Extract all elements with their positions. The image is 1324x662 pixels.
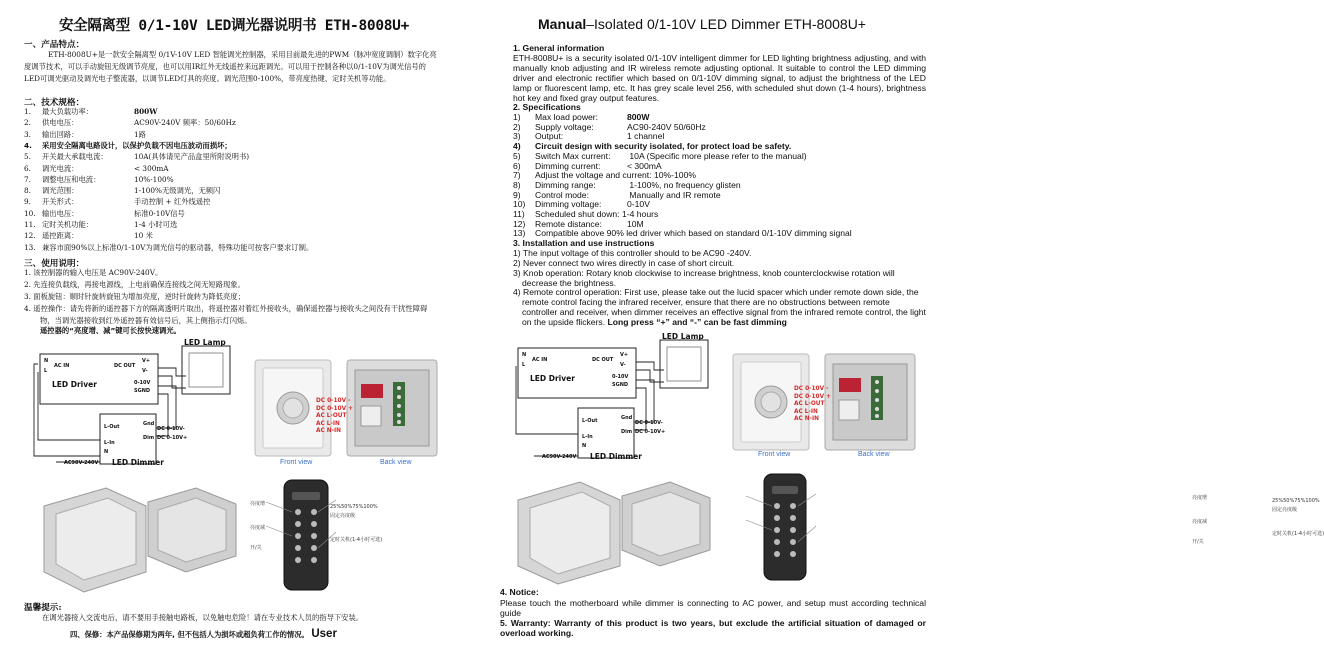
lin-label: L-In bbox=[104, 440, 115, 446]
n2-label: N bbox=[104, 449, 109, 455]
en-n-label: N bbox=[522, 352, 527, 358]
en-front-view: Front view bbox=[758, 451, 791, 458]
en-spec-row bbox=[513, 112, 649, 122]
en-inst-item bbox=[513, 268, 926, 288]
cn-terminal-label: AC N-IN bbox=[316, 428, 342, 434]
en-inst-text: 1) The input voltage of this controller should to be AC90 -240V. bbox=[513, 248, 752, 258]
en-v010-label: 0-10V bbox=[612, 374, 629, 380]
en-spec-row bbox=[513, 151, 807, 161]
cn-spec-key: 调光范围： bbox=[42, 186, 79, 196]
dimmer-label: LED Dimmer bbox=[112, 458, 164, 467]
cn-spec-value: AC90V-240V 频率：50/60Hz bbox=[134, 118, 236, 128]
lout-label: L-Out bbox=[104, 424, 120, 430]
en-spec-key: Switch Max current: bbox=[535, 150, 611, 161]
driver-box bbox=[40, 354, 158, 404]
cn-spec-num: 2. bbox=[24, 118, 31, 128]
en-remote-label: 定时关机(1-4小时可选) bbox=[1272, 531, 1324, 537]
en-spec-value: 1 channel bbox=[627, 131, 665, 142]
cn-usage-item: 2. 先连接负载线，再接电源线，上电前确保连接线之间无短路现象。 bbox=[24, 280, 245, 289]
cn-spec-row bbox=[24, 220, 177, 230]
cn-spec-key: 兼容市面90%以上标准0/1-10V为调光信号的驱动器，特殊功能可按客户要求订制。 bbox=[42, 242, 314, 252]
cn-spec-row bbox=[24, 243, 313, 253]
cn-terminal-label: AC L-IN bbox=[316, 420, 340, 427]
cn-spec-row bbox=[24, 164, 169, 174]
en-inst-text: 3) Knob operation: Rotary knob clockwise to increase brightness, knob counterclockwise rotation will decrease the brightness. bbox=[513, 268, 895, 288]
cn-spec-key: 调光电流： bbox=[42, 163, 79, 173]
en-wiring-diagram bbox=[514, 330, 730, 464]
en-terminal-label: AC L-OUT bbox=[794, 401, 825, 407]
cn-spec-num: 13. bbox=[24, 242, 36, 252]
cn-warranty-tail: User bbox=[311, 628, 337, 640]
en-spec-row bbox=[513, 170, 696, 180]
en-spec-key: Output: bbox=[535, 131, 564, 142]
cn-s3-head: 三、使用说明： bbox=[24, 259, 85, 269]
cn-spec-key: 供电电压： bbox=[42, 118, 79, 128]
v010-label: 0-10V bbox=[134, 380, 151, 386]
driver-label: LED Driver bbox=[52, 380, 97, 389]
cn-tip-body: 在调光器接入交流电后，请不要用手接触电路板，以免触电危险！请在专业技术人员的指导下安装。 bbox=[42, 613, 364, 622]
cn-spec-num: 3. bbox=[24, 129, 31, 139]
en-terminal-label: DC 0-10V - bbox=[794, 386, 829, 392]
en-dcminus-label: DC 0-10V- bbox=[635, 420, 663, 426]
cn-spec-value: 标准0-10V信号 bbox=[134, 208, 185, 218]
en-dimmer-label: LED Dimmer bbox=[590, 452, 642, 461]
en-spec-value: 10M bbox=[627, 218, 644, 229]
en-inst-text: 4) Remote control operation: First use, please take out the lucid spacer which under remote down side, the remote control facing the infrared receiver, ensure that there are no obstructions between remote controller and receiver, when dimmer receives an effective signal from the infrared remote control, the light on the upside flickers. bbox=[513, 287, 926, 327]
en-spec-key: Scheduled shut down: 1-4 hours bbox=[535, 209, 659, 219]
en-spec-num: 7) bbox=[513, 170, 521, 181]
cn-spec-row bbox=[24, 175, 174, 185]
en-spec-row bbox=[513, 199, 650, 209]
cn-spec-value: < 300mA bbox=[134, 163, 169, 173]
en-remote-label: 亮度减 bbox=[1192, 519, 1208, 525]
cn-spec-row bbox=[24, 231, 153, 241]
en-spec-key: Control mode: bbox=[535, 189, 589, 200]
en-inst-item bbox=[513, 287, 926, 327]
en-spec-value: 10A (Specific more please refer to the manual) bbox=[627, 150, 807, 161]
en-spec-key: Circuit design with security isolated, for protect load be safety. bbox=[535, 141, 792, 152]
english-manual bbox=[468, 0, 1324, 662]
chinese-manual bbox=[0, 0, 468, 662]
en-notice-head: 4. Notice: bbox=[500, 587, 539, 597]
en-spec-value: 800W bbox=[627, 112, 650, 122]
en-n2-label: N bbox=[582, 443, 587, 449]
en-title-rest: –Isolated 0/1-10V LED Dimmer ETH-8008U+ bbox=[586, 16, 866, 32]
en-spec-value: Manually and IR remote bbox=[627, 189, 721, 200]
en-s1-head: 1. General information bbox=[513, 43, 605, 53]
en-remote-label: 亮度增 bbox=[1192, 495, 1208, 501]
cn-tip-head: 温馨提示: bbox=[24, 603, 62, 613]
en-back-view: Back view bbox=[858, 451, 890, 458]
cn-spec-key: 开关形式： bbox=[42, 197, 79, 207]
cn-spec-key: 最大负载功率： bbox=[42, 107, 94, 116]
cn-warranty-text: 四、保修：本产品保修期为两年, 但不包括人为损坏或超负荷工作的情况。 bbox=[70, 630, 309, 639]
cn-front-view: Front view bbox=[280, 459, 313, 466]
cn-spec-num: 1. bbox=[24, 107, 31, 116]
cn-spec-key: 输出电压： bbox=[42, 208, 79, 218]
en-remote-label: 固定亮度级 bbox=[1272, 507, 1298, 513]
cn-spec-value: 1-100%无级调光，无频闪 bbox=[134, 186, 221, 196]
en-spec-row bbox=[513, 131, 664, 141]
cn-s1-body: ETH-8008U+是一款安全隔离型 0/1V-10V LED 智能调光控制器，采用目前最先进的PWM（脉冲宽度调制）数字化亮度调节技术，可以手动旋钮无级调节亮度，也可以用IR红外无线遥控来远距调光。可以用于控制各种以0/1-10V为调光信号的LED可调光驱动及调光电子整流器，以调节LED灯具的亮度。调光范围0-100%，带亮度热键、定时关机等功能。 bbox=[24, 50, 437, 83]
dc-out-label: DC OUT bbox=[114, 363, 136, 369]
en-spec-value: 1-100%, no frequency glisten bbox=[627, 179, 741, 190]
cn-spec-key: 调整电压和电流： bbox=[42, 174, 101, 184]
en-dcplus-label: DC 0-10V+ bbox=[635, 429, 666, 435]
en-spec-num: 13) bbox=[513, 228, 526, 239]
en-s2-head: 2. Specifications bbox=[513, 102, 581, 112]
en-spec-row bbox=[513, 161, 662, 171]
en-notice-body: Please touch the motherboard while dimmer is connecting to AC power, and setup must according technical guide bbox=[500, 598, 926, 618]
cn-remote-label: 亮度减 bbox=[250, 525, 266, 531]
en-spec-num: 1) bbox=[513, 112, 521, 122]
en-spec-row bbox=[513, 122, 706, 132]
en-spec-num: 5) bbox=[513, 150, 521, 161]
cn-usage-bold: 遥控器的“亮度增、减”键可长按快速调光。 bbox=[40, 326, 181, 335]
en-terminal-label: AC L-IN bbox=[794, 408, 818, 415]
ac-range-label: AC90V-240V bbox=[64, 460, 99, 466]
cn-remote-label: 固定亮度级 bbox=[330, 513, 356, 519]
vplus-label: V+ bbox=[142, 358, 151, 364]
cn-spec-key: 遥控距离： bbox=[42, 231, 79, 241]
en-terminal-label: DC 0-10V + bbox=[794, 393, 831, 400]
vminus-label: V- bbox=[142, 368, 148, 374]
en-lout-label: L-Out bbox=[582, 418, 598, 424]
cn-spec-key: 开关最大承载电流： bbox=[42, 152, 108, 162]
en-dc-out-label: DC OUT bbox=[592, 357, 614, 363]
en-title bbox=[468, 16, 936, 32]
en-title-bold: Manual bbox=[538, 16, 587, 32]
cn-product-photos bbox=[255, 356, 445, 468]
cn-terminal-label: AC L-OUT bbox=[316, 413, 347, 419]
en-spec-key: Compatible above 90% led driver which based on standard 0/1-10V dimming signal bbox=[535, 228, 852, 239]
en-spec-row bbox=[513, 228, 852, 238]
cn-usage-item: 3. 面板旋钮：顺时针旋转旋钮为增加亮度，逆时针旋转为降低亮度； bbox=[24, 292, 245, 301]
cn-spec-row bbox=[24, 141, 232, 151]
en-dim-label: Dim bbox=[621, 429, 633, 435]
en-spec-key: Adjust the voltage and current: 10%-100% bbox=[535, 170, 696, 181]
l-label: L bbox=[44, 368, 48, 374]
cn-spec-value: 800W bbox=[134, 107, 158, 116]
en-spec-num: 11) bbox=[513, 209, 525, 219]
cn-spec-row bbox=[24, 197, 210, 207]
cn-spec-num: 12. bbox=[24, 231, 36, 241]
cn-spec-key: 输出回路： bbox=[42, 129, 79, 139]
en-lamp-label: LED Lamp bbox=[662, 332, 704, 341]
en-ac-in-label: AC IN bbox=[532, 357, 548, 363]
en-product-photos bbox=[733, 350, 923, 462]
en-spec-value: 0-10V bbox=[627, 199, 650, 210]
en-spec-row bbox=[513, 209, 658, 219]
en-spec-key: Remote distance: bbox=[535, 218, 602, 229]
en-driver-label: LED Driver bbox=[530, 374, 575, 383]
cn-remote-label: 亮度增 bbox=[250, 501, 266, 507]
cn-spec-num: 7. bbox=[24, 174, 31, 184]
cn-spec-key: 采用安全隔离电路设计，以保护负载不因电压波动而损坏； bbox=[42, 140, 232, 150]
en-remote-label: 开/关 bbox=[1192, 539, 1204, 545]
cn-spec-num: 8. bbox=[24, 186, 31, 196]
en-spec-row bbox=[513, 141, 791, 151]
cn-spec-row bbox=[24, 152, 249, 162]
en-spec-num: 8) bbox=[513, 179, 521, 190]
en-spec-num: 10) bbox=[513, 199, 526, 210]
en-spec-row bbox=[513, 190, 721, 200]
en-terminal-label: AC N-IN bbox=[794, 416, 820, 422]
cn-spec-value: 10 米 bbox=[134, 231, 153, 241]
cn-terminal-label: DC 0-10V - bbox=[316, 398, 351, 404]
en-sgnd-label: SGND bbox=[612, 382, 629, 388]
en-spec-num: 12) bbox=[513, 218, 526, 229]
cn-spec-num: 9. bbox=[24, 197, 31, 207]
en-remote-illustration bbox=[510, 470, 906, 586]
cn-s1-head: 一、产品特点： bbox=[24, 40, 85, 50]
en-spec-num: 6) bbox=[513, 160, 521, 171]
en-spec-row bbox=[513, 219, 644, 229]
cn-spec-value: 手动控制 + 红外线遥控 bbox=[134, 197, 211, 207]
cn-spec-row bbox=[24, 186, 220, 196]
cn-terminal-label: DC 0-10V + bbox=[316, 405, 353, 412]
en-spec-num: 3) bbox=[513, 131, 521, 142]
en-spec-value: AC90-240V 50/60Hz bbox=[627, 121, 706, 132]
ac-in-label: AC IN bbox=[54, 363, 70, 369]
cn-spec-row bbox=[24, 130, 146, 140]
en-spec-key: Dimming current: bbox=[535, 160, 601, 171]
cn-spec-row bbox=[24, 118, 236, 128]
cn-spec-row bbox=[24, 209, 185, 219]
en-ac-range-label: AC90V-240V bbox=[542, 454, 577, 460]
en-inst-item bbox=[513, 258, 926, 268]
en-warranty: 5. Warranty: Warranty of this product is two years, but exclude the artificial situation of damaged or overload working. bbox=[500, 618, 926, 638]
cn-spec-row bbox=[24, 107, 157, 117]
en-s3-head: 3. Installation and use instructions bbox=[513, 238, 655, 248]
dcplus-label: DC 0-10V+ bbox=[157, 435, 188, 441]
cn-spec-value: 10%-100% bbox=[134, 174, 174, 184]
en-spec-key: Max load power: bbox=[535, 112, 599, 122]
en-spec-num: 4) bbox=[513, 141, 521, 152]
dcminus-label: DC 0-10V- bbox=[157, 426, 185, 432]
cn-spec-num: 4. bbox=[24, 140, 32, 150]
cn-spec-num: 6. bbox=[24, 163, 31, 173]
cn-wiring-diagram bbox=[36, 336, 252, 470]
cn-spec-num: 11. bbox=[24, 220, 36, 229]
cn-title: 安全隔离型 0/1-10V LED调光器说明书 ETH-8008U+ bbox=[58, 18, 410, 34]
en-l-label: L bbox=[522, 362, 526, 368]
cn-remote-label: 开/关 bbox=[250, 545, 262, 551]
cn-spec-key: 定时关机功能： bbox=[42, 220, 94, 229]
en-spec-key: Supply voltage: bbox=[535, 121, 594, 132]
en-inst-text: 2) Never connect two wires directly in case of short circuit. bbox=[513, 258, 735, 268]
en-spec-value: < 300mA bbox=[627, 160, 662, 171]
cn-spec-num: 5. bbox=[24, 152, 31, 162]
en-s1-body: ETH-8008U+ is a security isolated 0/1-10V intelligent dimmer for LED lighting brightness adjusting, and with manually knob adjusting and IR wireless remote adjusting optional. It suitable to control the LED dimming driver and electronic rectifier which based on 0/1-10V dimming signal, to adjust the brightness of the LED lamp or fluorescent lamp, etc. It has grey scale level 256, with scheduled shut down (1-4 hours), brightness hot key and fixed gray output features. bbox=[513, 53, 926, 103]
en-spec-key: Dimming voltage: bbox=[535, 199, 602, 210]
en-vplus-label: V+ bbox=[620, 352, 629, 358]
n-label: N bbox=[44, 358, 49, 364]
cn-warranty bbox=[70, 628, 337, 640]
en-inst-bold: Long press “+” and “-” can be fast dimming bbox=[605, 317, 787, 327]
sgnd-label: SGND bbox=[134, 388, 151, 394]
cn-spec-num: 10. bbox=[24, 208, 36, 218]
en-spec-row bbox=[513, 180, 741, 190]
dim-label: Dim bbox=[143, 435, 155, 441]
cn-remote-label: 定时关机(1-4小时可选) bbox=[330, 537, 383, 543]
cn-remote-label: 25%50%75%100% bbox=[330, 504, 378, 510]
en-lin-label: L-In bbox=[582, 434, 593, 440]
en-vminus-label: V- bbox=[620, 362, 626, 368]
cn-spec-value: 1路 bbox=[134, 129, 146, 139]
lamp-label: LED Lamp bbox=[184, 338, 226, 347]
en-spec-key: Dimming range: bbox=[535, 179, 596, 190]
cn-usage-item: 1. 该控制器的输入电压是 AC90V-240V。 bbox=[24, 268, 163, 277]
cn-spec-value: 10A(具体请见产品盒里所附说明书) bbox=[134, 152, 250, 162]
cn-back-view: Back view bbox=[380, 459, 412, 466]
en-inst-item bbox=[513, 248, 926, 258]
cn-spec-value: 1-4 小时可选 bbox=[134, 220, 178, 229]
gnd-label: Gnd bbox=[143, 421, 155, 427]
en-spec-num: 2) bbox=[513, 121, 521, 132]
cn-usage-item: 4. 遥控操作：请先将新的遥控器下方的隔离透明片取出，将遥控器对着红外接收头，确保遥控器与接收头之间没有干扰性障碍物，当调光器接收到红外遥控器有效信号后，其上侧指示灯闪烁。 bbox=[24, 304, 428, 325]
en-remote-label: 25%50%75%100% bbox=[1272, 498, 1320, 504]
en-gnd-label: Gnd bbox=[621, 415, 633, 421]
en-spec-num: 9) bbox=[513, 189, 521, 200]
cn-s2-head: 二、技术规格： bbox=[24, 98, 85, 108]
